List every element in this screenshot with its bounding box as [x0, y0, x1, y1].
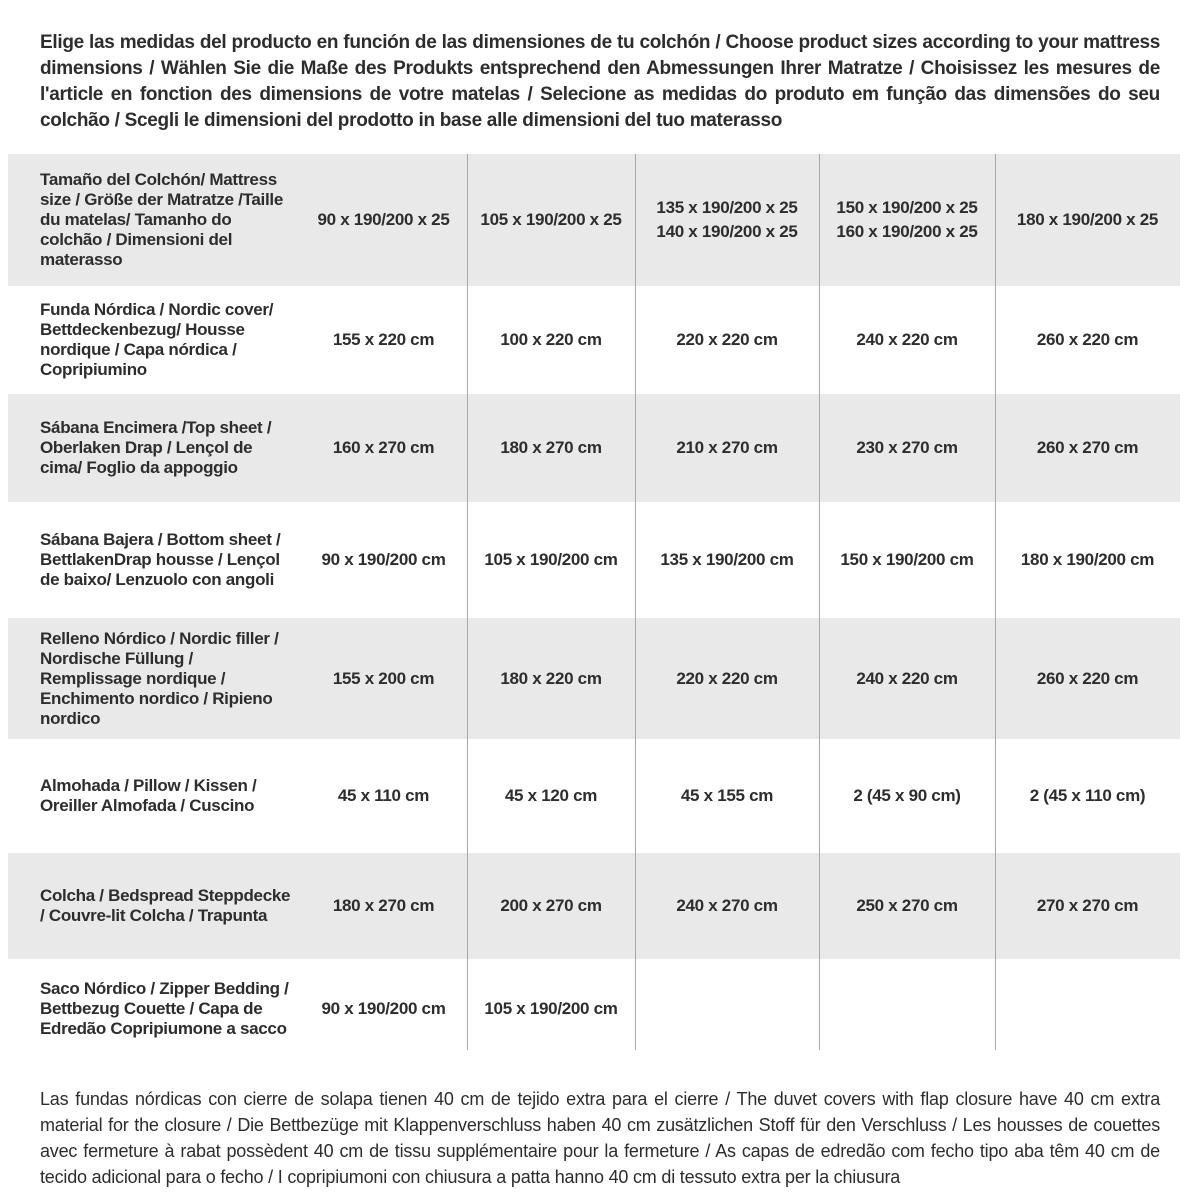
- size-cell: 270 x 270 cm: [1036, 896, 1139, 915]
- size-cell: 240 x 220 cm: [856, 330, 958, 349]
- table-row: [8, 853, 1180, 959]
- size-cell: 100 x 220 cm: [500, 330, 602, 349]
- size-cell: [635, 963, 819, 1054]
- intro-paragraph: Elige las medidas del producto en función de las dimensiones de tu colchón / Choose product sizes according to your mattress dimensions / Wählen Sie die Maße des Produkts entsprechend den Abmessungen Ihrer Matratze / Choisissez les mesures de l'article en fonction des dimensions de votre matelas / Selecione as medidas do produto em função das dimensões do seu colchão / Scegli le dimensioni del prodotto in base alle dimensioni del tuo materasso: [40, 32, 1160, 131]
- size-cell: 260 x 270 cm: [1036, 438, 1139, 457]
- size-cell: 135 x 190/200 cm: [660, 550, 794, 569]
- product-label: Sábana Bajera / Bottom sheet / BettlakenDrap housse / Lençol de baixo/ Lenzuolo con angoli: [40, 530, 281, 589]
- size-cell: 260 x 220 cm: [1036, 668, 1139, 688]
- size-cell: 2 (45 x 110 cm): [1029, 786, 1146, 805]
- footnote-paragraph: Las fundas nórdicas con cierre de solapa tienen 40 cm de tejido extra para el cierre / The duvet covers with flap closure have 40 cm extra material for the closure / Die Bettbezüge mit Klappenverschluss haben 40 cm zusätzlichen Stoff für den Verschluss / Les housses de couettes avec fermeture à rabat possèdent 40 cm de tissu supplémentaire pour la fermeture / As capas de edredão com fecho tipo aba têm 40 cm de tecido adicional para o fecho / I copripiumoni con chiusura a patta hanno 40 cm di tessuto extra per la chiusura: [40, 1089, 1160, 1187]
- size-cell: 2 (45 x 90 cm): [853, 786, 961, 805]
- size-cell: 240 x 220 cm: [856, 668, 958, 688]
- size-cell: 200 x 270 cm: [500, 896, 602, 915]
- size-table: [8, 154, 1180, 1054]
- size-cell: 180 x 220 cm: [500, 668, 602, 688]
- size-cell: 90 x 190/200 cm: [321, 998, 446, 1018]
- product-label: Funda Nórdica / Nordic cover/ Bettdeckenbezug/ Housse nordique / Capa nórdica / Copripiumino: [40, 300, 274, 379]
- column-divider: [635, 154, 636, 1050]
- table-row: [8, 963, 1180, 1054]
- size-cell: 155 x 220 cm: [332, 330, 435, 349]
- size-cell: 230 x 270 cm: [856, 438, 958, 457]
- size-cell: 45 x 110 cm: [337, 786, 430, 805]
- table-row: [8, 394, 1180, 502]
- size-cell: 180 x 270 cm: [332, 896, 435, 915]
- size-cell: 105 x 190/200 x 25: [480, 210, 622, 229]
- size-cell: 105 x 190/200 cm: [484, 998, 618, 1018]
- product-label: Almohada / Pillow / Kissen / Oreiller Almofada / Cuscino: [40, 776, 257, 815]
- size-cell: 240 x 270 cm: [676, 896, 778, 915]
- size-cell: 90 x 190/200 x 25: [317, 210, 450, 229]
- table-row: [8, 154, 1180, 286]
- size-cell: 250 x 270 cm: [856, 896, 958, 915]
- table-row: [8, 618, 1180, 739]
- size-cell: 210 x 270 cm: [676, 438, 778, 457]
- column-divider: [467, 154, 468, 1050]
- size-cell: 150 x 190/200 cm: [840, 550, 974, 569]
- size-cell: 220 x 220 cm: [676, 330, 778, 349]
- size-cell: 135 x 190/200 x 25 140 x 190/200 x 25: [656, 198, 798, 241]
- product-label: Colcha / Bedspread Steppdecke / Couvre-lit Colcha / Trapunta: [40, 886, 291, 925]
- size-cell: 220 x 220 cm: [676, 668, 778, 688]
- size-cell: 260 x 220 cm: [1036, 330, 1139, 349]
- column-divider: [819, 154, 820, 1050]
- table-row: [8, 743, 1180, 849]
- column-divider: [995, 154, 996, 1050]
- size-cell: 160 x 270 cm: [332, 438, 435, 457]
- size-cell: 180 x 270 cm: [500, 438, 602, 457]
- product-label: Saco Nórdico / Zipper Bedding / Bettbezug Couette / Capa de Edredão Copripiumone a sacco: [40, 978, 289, 1038]
- size-cell: 180 x 190/200 cm: [1020, 550, 1155, 569]
- product-label: Sábana Encimera /Top sheet / Oberlaken Drap / Lençol de cima/ Foglio da appoggio: [40, 418, 272, 477]
- size-cell: 155 x 200 cm: [332, 668, 435, 688]
- size-cell: 105 x 190/200 cm: [484, 550, 618, 569]
- size-cell: 45 x 120 cm: [504, 786, 598, 805]
- size-cell: 90 x 190/200 cm: [321, 550, 446, 569]
- table-row: [8, 506, 1180, 614]
- product-label: Tamaño del Colchón/ Mattress size / Größe der Matratze /Taille du matelas/ Tamanho do colchão / Dimensioni del materasso: [40, 170, 283, 269]
- product-label: Relleno Nórdico / Nordic filler / Nordische Füllung / Remplissage nordique / Enchimento nordico / Ripieno nordico: [40, 628, 279, 728]
- size-cell: [819, 963, 995, 1054]
- size-cell: 180 x 190/200 x 25: [1016, 210, 1159, 229]
- table-row: [8, 290, 1180, 390]
- size-cell: 150 x 190/200 x 25 160 x 190/200 x 25: [836, 198, 978, 241]
- size-cell: 45 x 155 cm: [680, 786, 774, 805]
- size-cell: [995, 963, 1180, 1054]
